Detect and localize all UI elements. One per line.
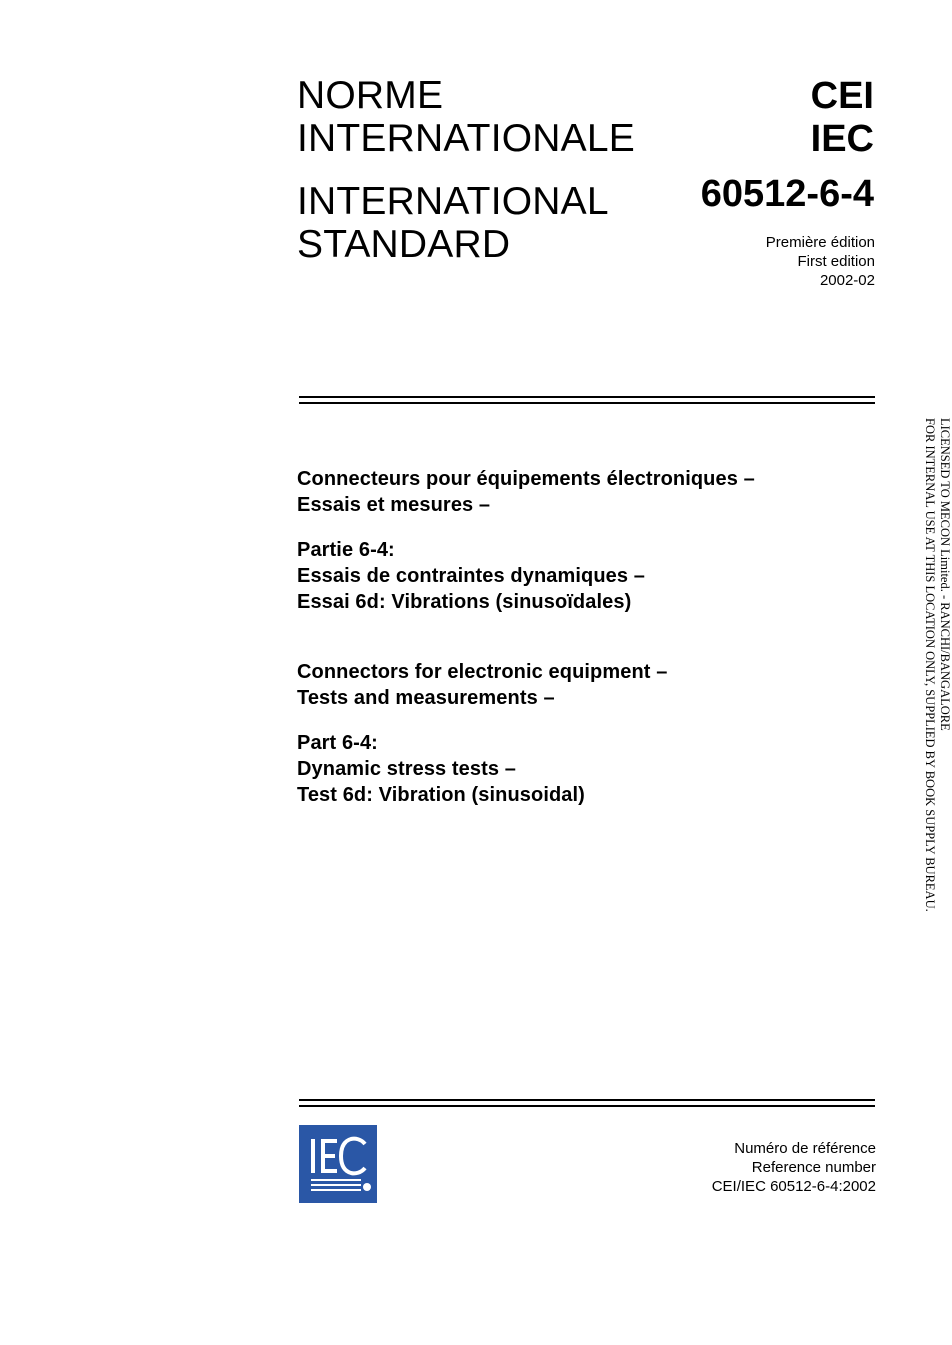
title-norme-line2: INTERNATIONALE <box>297 117 635 160</box>
title-standard-line2: STANDARD <box>297 223 511 266</box>
standard-number: 60512-6-4 <box>700 173 874 215</box>
code-iec: IEC <box>810 118 874 160</box>
subject-fr-part-line1: Partie 6-4: <box>297 539 395 561</box>
edition-en: First edition <box>797 253 875 270</box>
subject-fr-part-line2: Essais de contraintes dynamiques – <box>297 565 645 587</box>
reference-label-fr: Numéro de référence <box>734 1140 876 1157</box>
subject-en-part-line2: Dynamic stress tests – <box>297 758 516 780</box>
edition-fr: Première édition <box>765 234 875 251</box>
rule-line <box>299 1099 875 1101</box>
iec-logo-graphic <box>299 1125 377 1203</box>
license-line2: FOR INTERNAL USE AT THIS LOCATION ONLY, SUPPLIED BY BOOK SUPPLY BUREAU. <box>923 418 937 912</box>
edition-date: 2002-02 <box>819 272 875 289</box>
license-notice <box>918 418 952 938</box>
subject-en-line1: Connectors for electronic equipment – <box>297 661 668 683</box>
license-line1: LICENSED TO MECON Limited. - RANCHI/BANGALORE <box>938 418 952 731</box>
rule-line <box>299 396 875 398</box>
subject-fr-line1: Connecteurs pour équipements électroniques – <box>297 468 755 490</box>
reference-number: CEI/IEC 60512-6-4:2002 <box>711 1178 876 1195</box>
subject-en-part-line1: Part 6-4: <box>297 732 378 754</box>
code-cei: CEI <box>810 75 874 117</box>
subject-en-part-line3: Test 6d: Vibration (sinusoidal) <box>297 784 585 806</box>
rule-line <box>299 402 875 404</box>
reference-label-en: Reference number <box>751 1159 876 1176</box>
subject-fr-line2: Essais et mesures – <box>297 494 491 516</box>
rule-line <box>299 1105 875 1107</box>
title-norme-line1: NORME <box>297 74 444 117</box>
iec-logo <box>299 1125 377 1203</box>
subject-fr-part-line3: Essai 6d: Vibrations (sinusoïdales) <box>297 591 632 613</box>
subject-en-line2: Tests and measurements – <box>297 687 555 709</box>
title-standard-line1: INTERNATIONAL <box>297 180 609 223</box>
